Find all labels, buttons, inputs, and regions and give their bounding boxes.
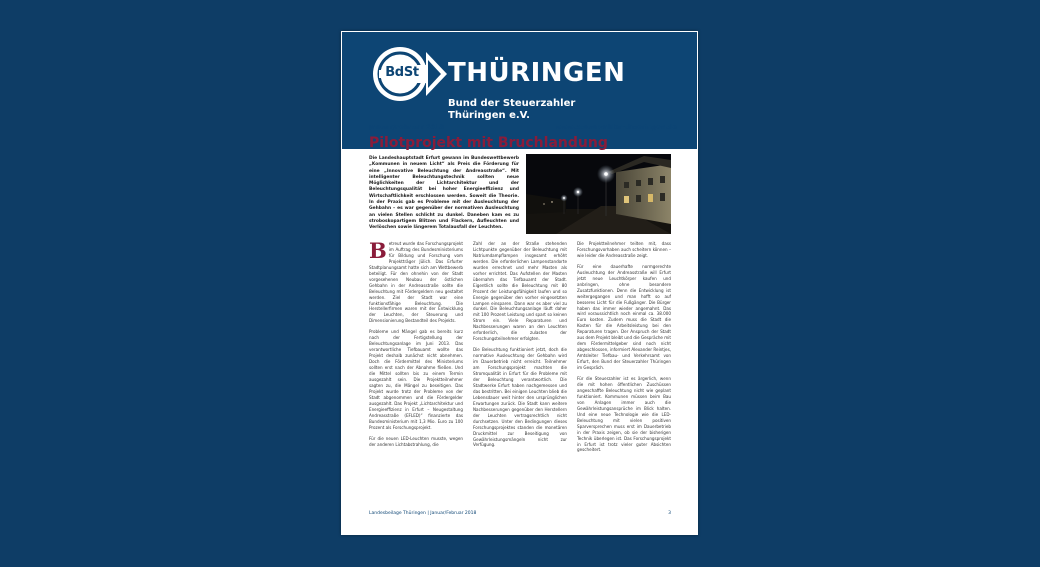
org-name-line1: Bund der Steuerzahler: [448, 98, 576, 109]
street-night-photo: [526, 154, 671, 234]
paragraph: Für die neuen LED-Leuchten musste, wegen der anderen Lichtabstrahlung, die: [369, 435, 463, 447]
issue-date: Januar/Februar 2018: [369, 123, 445, 131]
paragraph: Zahl der an der Straße stehenden Lichtpunkte gegenüber der Beleuchtung mit Natriumdampflampen insgesamt erhöht werden. Die erforderlichen Lampenstandorte wurden errechnet und mehr Masten als vorher errichtet. Das Aufstellen der Masten übernahm das Tiefbauamt der Stadt. Eigentlich sollte die Beleuchtung mit 80 Prozent der Leistungsfähigkeit laufen und so Energie gegenüber den vorher eingesetzten Lampen einsparen. Dann war es aber viel zu dunkel. Die Beleuchtungsanlage läuft daher mit 100 Prozent Leistung und spart so keinen Strom ein. Viele Reparaturen und Nachbesserungen waren an den Leuchten erforderlich, die zulasten der Forschungsteilnehmer erfolgten.: [473, 241, 567, 342]
website-link[interactable]: www.steuerzahler-thueringen.de: [555, 123, 677, 131]
article-headline: Pilotprojekt mit Bruchlandung: [369, 135, 608, 151]
article-column-2: [473, 241, 567, 453]
page-number: 3: [668, 511, 671, 516]
paragraph: Probleme und Mängel gab es bereits kurz nach der Fertigstellung der Beleuchtungsanlage im Juni 2013. Das verantwortliche Tiefbauamt wollte das Projekt deshalb zunächst nicht abnehmen. Doch die Fördermittel des Ministeriums sollten erst nach der Abnahme fließen. Und die Mittel sollten bis zu einem Termin ausgezahlt sein. Die Projektteilnehmer sagten zu, die Mängel zu beseitigen. Das Projekt wurde trotz der Probleme von der Stadt abgenommen und die Fördergelder ausgezahlt. Das Projekt „Lichtarchitektur und Energieeffizienz in Erfurt – Neugestaltung Andreasstraße (EFLED)“ finanzierte das Bundesministerium mit 1,3 Mio. Euro zu 100 Prozent als Forschungsprojekt.: [369, 329, 463, 430]
paragraph: Die Beleuchtung funktioniert jetzt, doch die normative Ausleuchtung der Gehbahn wird im Dauerbetrieb nicht erreicht. Teilnehmer am Forschungsprojekt machten die Stromqualität in Erfurt für die Probleme mit der Beleuchtung verantwortlich. Die Stadtwerke Erfurt haben nachgemessen und das bestritten. Bei einigen Leuchten blieb die Lebensdauer weit hinter den ursprünglichen Erwartungen zurück. Die Stadt kann weitere Nachbesserungen gegenüber den Herstellern der Leuchten vertragsrechtlich nicht durchsetzen. Unter den Bedingungen dieses Forschungsprojektes standen die monetären Druckmittel zur Beseitigung von Gewährleistungsmängeln nicht zur Verfügung.: [473, 347, 567, 448]
newsletter-page: [341, 31, 698, 535]
paragraph: Für eine dauerhafte normgerechte Ausleuchtung der Andreasstraße will Erfurt jetzt neue Leuchtkörper kaufen und anbringen, ohne besondere Zusatzfunktionen. Denn die Entwicklung ist weitergegangen und man hofft so auf besseres Licht für die Fußgänger. Die Bürger haben das immer wieder angemahnt. Das wird voraussichtlich noch einmal ca. 38.000 Euro kosten. Zudem muss die Stadt die Kosten für die Arbeitsleistung bei den Reparaturen tragen. Der Anspruch der Stadt aus dem Projekt bleibt und die Gespräche mit dem Fördermittelgeber sind noch nicht abgeschlossen, informiert Alexander Reintjes, Amtsleiter Tiefbau- und Verkehrsamt von Erfurt, den Bund der Steuerzahler Thüringen im Gespräch.: [577, 263, 671, 371]
paragraph-text: etreut wurde das Forschungsprojekt im Auftrag des Bundesministeriums für Bildung und Forschung vom Projektträger Jülich. Das Erfurter Stadtplanungsamt hatte sich am Wettbewerb beteiligt. Für den ohnehin von der Stadt vorgesehenen Neubau der östlichen Gehbahn in der Andreasstraße sollte die Beleuchtung mit Fördergeldern neu gestaltet werden. Ziel der Stadt war eine funktionsfähige Beleuchtung. Die Herstellerfirmen waren mit der Entwicklung der Leuchten, der Steuerung und Dimensionierung Bestandteil des Projekts.: [369, 241, 463, 324]
article-lead: Die Landeshauptstadt Erfurt gewann im Bundeswettbewerb „Kommunen in neuem Licht“ als Preis die Förderung für eine „Innovative Beleuchtung der Andreasstraße“. Mit intelligenter Beleuchtungstechnik sollten neue Möglichkeiten der Lichtarchitektur und der Beleuchtungsqualität bei hoher Energieeffizienz und Wirtschaftlichkeit erschlossen werden. Soweit die Theorie. In der Praxis gab es Probleme mit der Ausleuchtung der Gehbahn – es war gegenüber der normativen Ausleuchtung an vielen Stellen schlicht zu dunkel. Daneben kam es zu stroboskopartigem Blitzen und Flackern, Aufleuchten und Verlöschen sowie längerem Totalausfall der Leuchten.: [369, 156, 519, 231]
drop-cap: B: [369, 238, 387, 263]
logo-text: BdSt: [385, 65, 419, 80]
brand-title: THÜRINGEN: [448, 58, 626, 88]
masthead: [342, 32, 697, 149]
paragraph: [369, 238, 463, 324]
article-column-3: [577, 241, 671, 458]
paragraph: Für die Steuerzahler ist es ärgerlich, wenn die mit hohen öffentlichen Zuschüssen angeschaffte Beleuchtung nicht wie geplant funktioniert. Kommunen müssen beim Bau von Anlagen immer auch die Gewährleistungsansprüche im Blick halten. Und eine neue Technologie wie die LED-Beleuchtung mit vielen positiven Sparversprechen muss erst im Dauerbetrieb in der Praxis zeigen, ob sie der bisherigen Technik überlegen ist. Das Forschungsprojekt in Erfurt ist trotz vieler guter Absichten gescheitert.: [577, 376, 671, 453]
org-name-line2: Thüringen e.V.: [448, 110, 530, 121]
article-column-1: [369, 238, 463, 452]
footer-label: Landesbeilage Thüringen | Januar/Februar 2018: [369, 511, 477, 516]
paragraph: Die Projektteilnehmer teilten mit, dass Forschungsvorhaben auch scheitern können – wie leider die Andreasstraße zeigt.: [577, 241, 671, 258]
